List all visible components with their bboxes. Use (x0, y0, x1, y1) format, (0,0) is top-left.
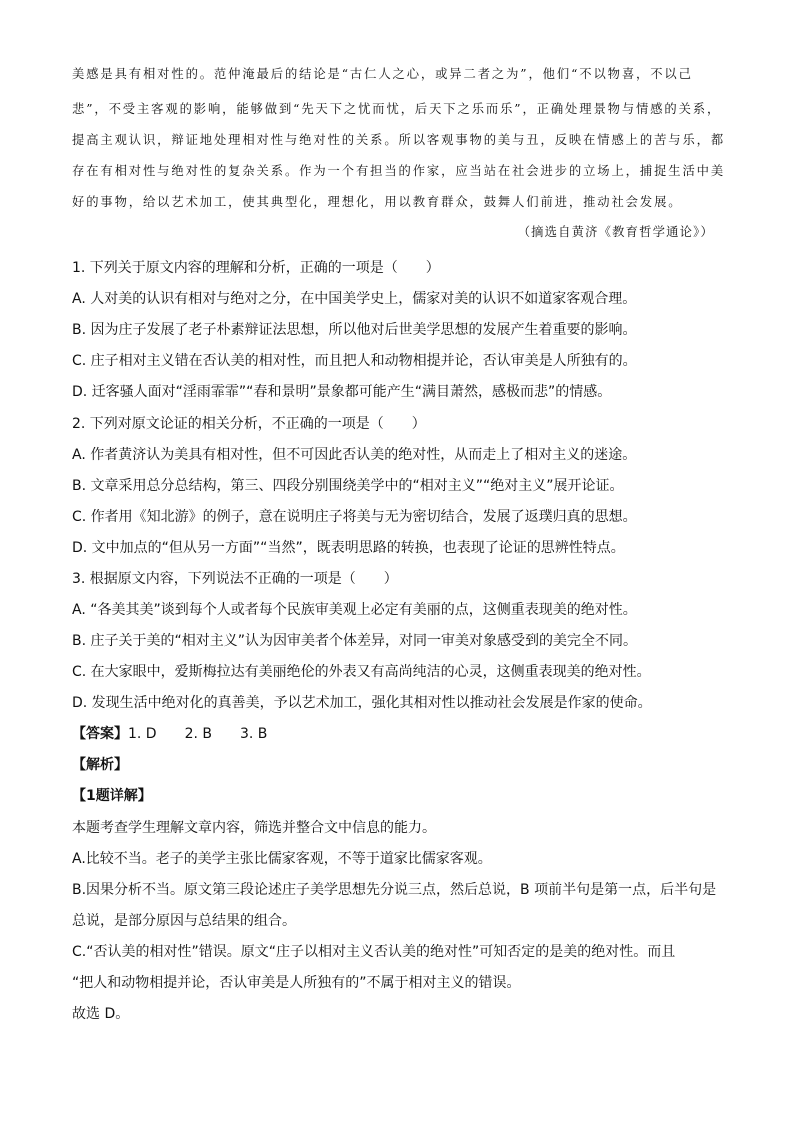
answer-row (72, 723, 267, 743)
question-3-option-b: B. 庄子关于美的“相对主义”认为因审美者个体差异，对同一审美对象感受到的美完全不同。 (72, 633, 638, 649)
passage-line: 好的事物，给以艺术加工，使其典型化，理想化，用以教育群众，鼓舞人们前进，推动社会发展。 (72, 195, 683, 209)
analysis-line: “把人和动物相提并论，否认审美是人所独有的”不属于相对主义的错误。 (72, 975, 521, 991)
passage-line: 悲”，不受主客观的影响，能够做到“先天下之忧而忧，后天下之乐而乐”，正确处理景物与情感的关系， (72, 102, 722, 116)
passage-line: 提高主观认识，辩证地处理相对性与绝对性的关系。所以客观事物的美与丑，反映在情感上的苦与乐，都 (72, 133, 726, 147)
passage-line: 美感是具有相对性的。范仲淹最后的结论是“古仁人之心，或异二者之为”，他们“不以物喜，不以己 (72, 67, 693, 81)
question-1-option-b: B. 因为庄子发展了老子朴素辩证法思想，所以他对后世美学思想的发展产生着重要的影响。 (72, 322, 637, 338)
source-citation: （摘选自黄济《教育哲学通论》） (517, 225, 714, 239)
question-2-option-b: B. 文章采用总分总结构，第三、四段分别围绕美学中的“相对主义”“绝对主义”展开论证。 (72, 478, 624, 494)
passage-line: 存在有相对性与绝对性的复杂关系。作为一个有担当的作家，应当站在社会进步的立场上，捕捉生活中美 (72, 164, 726, 178)
question-2-option-d: D. 文中加点的“但从另一方面”“当然”，既表明思路的转换，也表现了论证的思辨性特点。 (72, 540, 625, 556)
analysis-line: A.比较不当。老子的美学主张比儒家客观，不等于道家比儒家客观。 (72, 851, 492, 867)
question-2-stem: 2. 下列对原文论证的相关分析，不正确的一项是（ ） (72, 416, 426, 432)
answer-label: 【答案】 (72, 726, 128, 742)
question-3-stem: 3. 根据原文内容，下列说法不正确的一项是（ ） (72, 571, 398, 587)
question-1-option-c: C. 庄子相对主义错在否认美的相对性，而且把人和动物相提并论，否认审美是人所独有的。 (72, 353, 637, 369)
detail-label: 【1题详解】 (72, 788, 152, 804)
question-1-option-a: A. 人对美的认识有相对与绝对之分，在中国美学史上，儒家对美的认识不如道家客观合理。 (72, 291, 637, 307)
analysis-label: 【解析】 (72, 757, 128, 773)
question-1-stem: 1. 下列关于原文内容的理解和分析，正确的一项是（ ） (72, 260, 440, 276)
analysis-line: 本题考查学生理解文章内容，筛选并整合文中信息的能力。 (72, 820, 436, 836)
analysis-line: 总说，是部分原因与总结果的组合。 (72, 913, 296, 929)
question-3-option-c: C. 在大家眼中，爱斯梅拉达有美丽绝伦的外表又有高尚纯洁的心灵，这侧重表现美的绝对性。 (72, 664, 651, 680)
question-3-option-d: D. 发现生活中绝对化的真善美，予以艺术加工，强化其相对性以推动社会发展是作家的使命。 (72, 695, 652, 711)
question-1-option-d: D. 迁客骚人面对“淫雨霏霏”“春和景明”景象都可能产生“满目萧然，感极而悲”的情感。 (72, 384, 612, 400)
question-2-option-a: A. 作者黄济认为美具有相对性，但不可因此否认美的绝对性，从而走上了相对主义的迷途。 (72, 447, 637, 463)
analysis-line: B.因果分析不当。原文第三段论述庄子美学思想先分说三点，然后总说，B 项前半句是第一点，后半句是 (72, 882, 717, 898)
question-3-option-a: A. “各美其美”谈到每个人或者每个民族审美观上必定有美丽的点，这侧重表现美的绝对性。 (72, 602, 637, 618)
analysis-line: C.“否认美的相对性”错误。原文“庄子以相对主义否认美的绝对性”可知否定的是美的绝对性。而且 (72, 944, 676, 960)
analysis-line: 故选 D。 (72, 1006, 130, 1022)
answer-text: 1. D 2. B 3. B (128, 726, 268, 742)
question-2-option-c: C. 作者用《知北游》的例子，意在说明庄子将美与无为密切结合，发展了返璞归真的思想。 (72, 509, 637, 525)
